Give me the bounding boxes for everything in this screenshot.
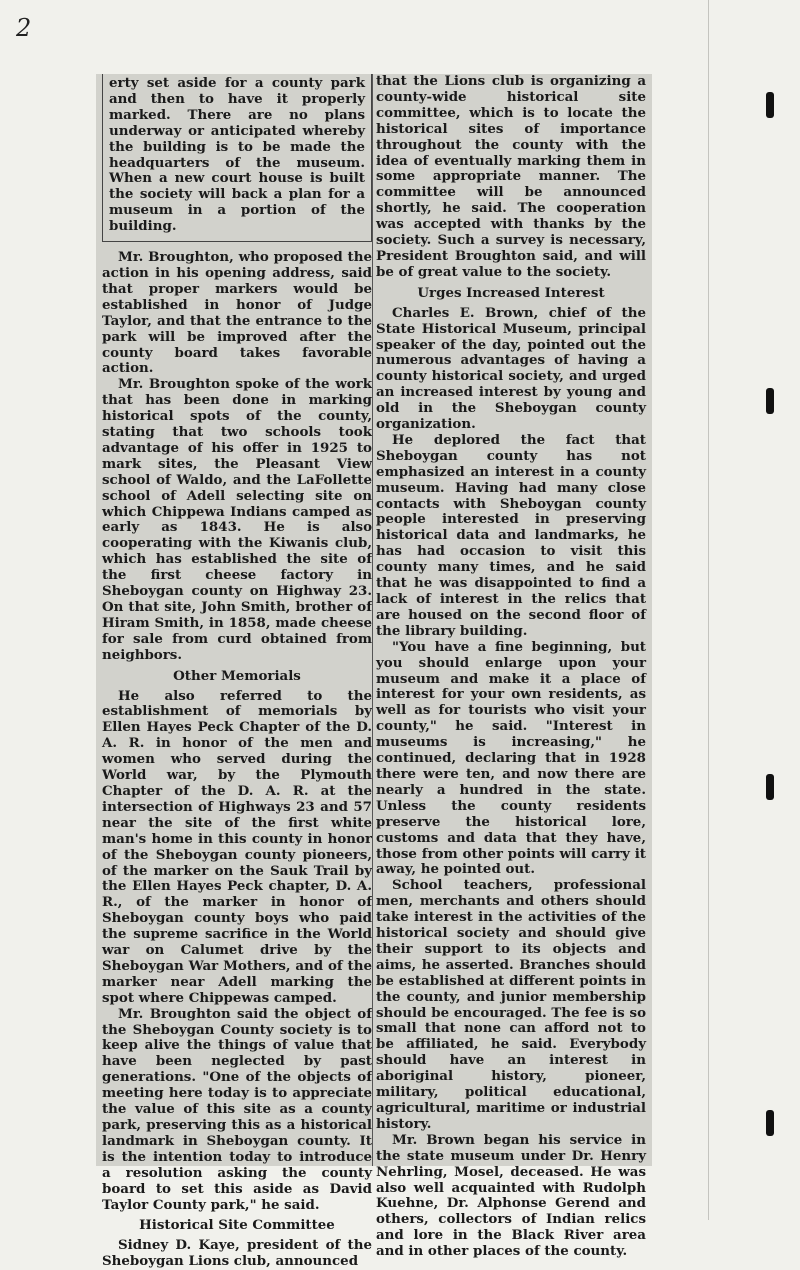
- article-paragraph: Mr. Brown began his service in the state museum under Dr. Henry Nehrling, Mosel, deceased. He was also well acquainted with Rudolph Kuehne, Dr. Alphonse Gerend and others, collectors of Indian relics and lore in the Black River area and in other places of the county.: [376, 1131, 646, 1260]
- subheading-other-memorials: Other Memorials: [173, 667, 301, 684]
- binder-hole-mark: [766, 1110, 774, 1136]
- newspaper-clipping: [96, 73, 652, 1270]
- right-column: [376, 73, 646, 1260]
- article-paragraph: "You have a fine beginning, but you should enlarge upon your museum and make it a place of interest for your own residents, as well as for tourists who visit your county," he said. "Interest in museums is increasing," he continued, declaring that in 1928 there were ten, and now there are nearly a hundred in the state. Unless the county residents preserve the historical lore, customs and data that they have, those from other points will carry it away, he pointed out.: [376, 638, 646, 878]
- article-paragraph: He also referred to the establishment of memorials by Ellen Hayes Peck Chapter of the D. A. R. in honor of the men and women who served during the World war, by the Plymouth Chapter of the D. A. R. at the intersection of Highways 23 and 57 near the site of the first white man's home in this county in honor of the Sheboygan county pioneers, of the marker on the Sauk Trail by the Ellen Hayes Peck chapter, D. A. R., of the marker in honor of Sheboygan county boys who paid the supreme sacrifice in the World war on Calumet drive by the Sheboygan War Mothers, and of the marker near Adell marking the spot where Chippewas camped.: [102, 687, 372, 1006]
- handwritten-page-number: 2: [16, 14, 32, 42]
- binder-hole-mark: [766, 774, 774, 800]
- binder-hole-mark: [766, 388, 774, 414]
- article-paragraph: Charles E. Brown, chief of the State Historical Museum, principal speaker of the day, pointed out the numerous advantages of having a county historical society, and urged an increased interest by young and old in the Sheboygan county organization.: [376, 304, 646, 433]
- article-paragraph: Sidney D. Kaye, president of the Sheboygan Lions club, announced: [102, 1237, 372, 1270]
- scan-edge-line: [708, 0, 709, 1220]
- boxed-continuation: [102, 74, 372, 242]
- binder-hole-mark: [766, 92, 774, 118]
- article-paragraph: Mr. Broughton said the object of the Sheboygan County society is to keep alive the things of value that have been neglected by past generations. "One of the objects of meeting here today is to appreciate the value of this site as a county park, preserving this as a historical landmark in Sheboygan county. It is the intention today to introduce a resolution asking the county board to set this aside as David Taylor County park," he said.: [102, 1005, 372, 1213]
- article-paragraph: Mr. Broughton, who proposed the action in his opening address, said that proper markers would be established in honor of Judge Taylor, and that the entrance to the park will be improved after the county board takes favorable action.: [102, 249, 372, 377]
- article-paragraph: He deplored the fact that Sheboygan county has not emphasized an interest in a county museum. Having had many close contacts with Sheboygan county people interested in preserving historical data and landmarks, he has had occasion to visit this county many times, and he said that he was disappointed to find a lack of interest in the relics that are housed on the second floor of the library building.: [376, 431, 646, 639]
- subheading-urges-increased-interest: Urges Increased Interest: [417, 284, 605, 301]
- column-divider: [372, 74, 373, 1166]
- left-column: [102, 74, 372, 1270]
- subheading-historical-site-committee: Historical Site Committee: [139, 1217, 335, 1234]
- article-paragraph: that the Lions club is organizing a county-wide historical site committee, which is to locate the historical sites of importance throughout the county with the idea of eventually marking them in some appropriate manner. The committee will be announced shortly, he said. The cooperation was accepted with thanks by the society. Such a survey is necessary, President Broughton said, and will be of great value to the society.: [376, 73, 646, 280]
- article-paragraph: Mr. Broughton spoke of the work that has been done in marking historical spots of the county, stating that two schools took advantage of his offer in 1925 to mark sites, the Pleasant View school of Waldo, and the LaFollette school of Adell selecting site on which Chippewa Indians camped as early as 1843. He is also cooperating with the Kiwanis club, which has established the site of the first cheese factory in Sheboygan county on Highway 23. On that site, John Smith, brother of Hiram Smith, in 1858, made cheese for sale from curd obtained from neighbors.: [102, 376, 372, 663]
- article-paragraph: School teachers, professional men, merchants and others should take interest in the activities of the historical society and should give their support to its objects and aims, he asserted. Branches should be established at different points in the county, and junior membership should be encouraged. The fee is so small that none can afford not to be affiliated, he said. Everybody should have an interest in aboriginal history, pioneer, military, political educational, agricultural, maritime or industrial history.: [376, 877, 646, 1132]
- boxed-paragraph: erty set aside for a county park and then to have it properly marked. There are no plans underway or anticipated whereby the building is to be made the headquarters of the museum. When a new court house is built the society will back a plan for a museum in a portion of the building.: [109, 75, 365, 235]
